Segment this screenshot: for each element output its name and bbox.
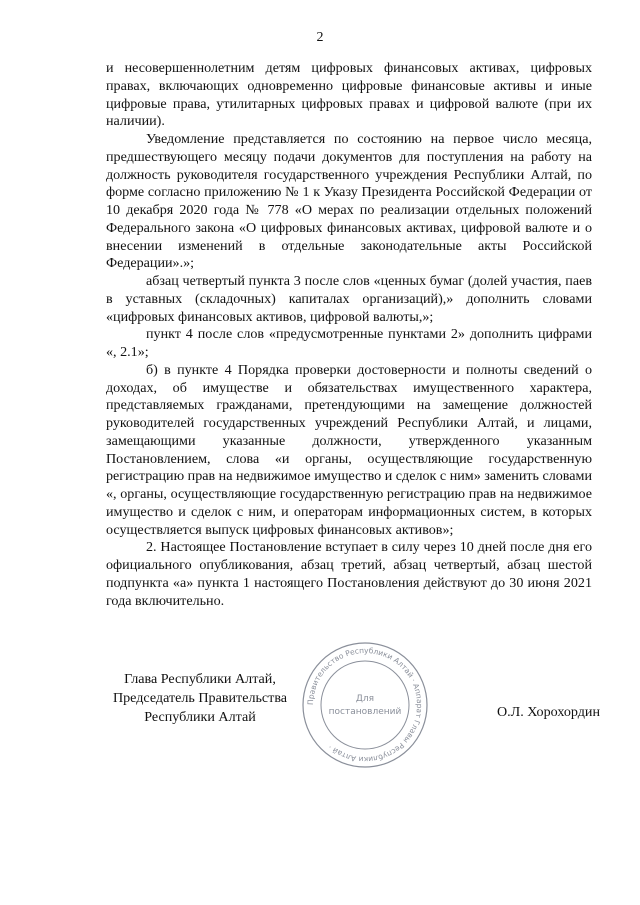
seal-outer-ring [303, 643, 427, 767]
seal-inner-ring [321, 661, 409, 749]
seal-center-line-2: постановлений [328, 707, 402, 717]
paragraph-clause-4: пункт 4 после слов «предусмотренные пунктами 2» дополнить цифрами «, 2.1»; [106, 326, 592, 360]
signatory-line-2: Председатель Правительства [112, 690, 288, 706]
seal-center-line-1: Для [355, 694, 375, 704]
seal-ring-text: Правительство Республики Алтай · Аппарат Главы Республики Алтай · [305, 645, 425, 765]
document-body [106, 60, 592, 610]
paragraph-clause-3: абзац четвертый пункта 3 после слов «ценных бумаг (долей участия, паев в уставных (складочных) капиталах организаций),» дополнить словами «цифровых финансовых активов, цифровой валюты,»; [106, 273, 592, 325]
paragraph-effective-date: 2. Настоящее Постановление вступает в силу через 10 дней после дня его официального опубликования, абзац третий, абзац четвертый, абзац шестой подпункта «а» пункта 1 настоящего Постановления действуют до 30 июня 2021 года включительно. [106, 539, 592, 609]
paragraph-continuation: и несовершеннолетним детям цифровых финансовых активах, цифровых правах, включающих одновременно цифровые финансовые активы и иные цифровые права, утилитарных цифровых правах и цифровой валюте (при их наличии). [106, 60, 592, 130]
signatory-line-3: Республики Алтай [144, 709, 256, 725]
paragraph-notification: Уведомление представляется по состоянию на первое число месяца, предшествующего месяцу подачи документов для поступления на работу на должность руководителя государственного учреждения Республики Алтай, по форме согласно приложению № 1 к Указу Президента Российской Федерации от 10 декабря 2020 года № 778 «О мерах по реализации отдельных положений Федерального закона «О цифровых финансовых активах, цифровой валюте и о внесении изменений в отдельные законодательные акты Российской Федерации».»; [106, 131, 592, 272]
signatory-title [100, 670, 300, 727]
signatory-name: О.Л. Хорохордин [496, 704, 600, 720]
page-number: 2 [316, 30, 324, 45]
signatory-line-1: Глава Республики Алтай, [124, 671, 276, 687]
official-seal-stamp [300, 640, 430, 770]
paragraph-b: б) в пункте 4 Порядка проверки достоверности и полноты сведений о доходах, об имуществе и обязательствах имущественного характера, представляемых гражданами, претендующими на замещение должностей руководителей государственных учреждений Республики Алтай, и лицами, замещающими указанные должности, утвержденного указанным Постановлением, слова «и органы, осуществляющие государственную регистрацию прав на недвижимое имущество и сделок с ним» заменить словами «, органы, осуществляющие государственную регистрацию прав на недвижимое имущество и сделок с ним, и операторам информационных систем, в которых осуществляется выпуск цифровых финансовых активов»; [106, 361, 592, 538]
